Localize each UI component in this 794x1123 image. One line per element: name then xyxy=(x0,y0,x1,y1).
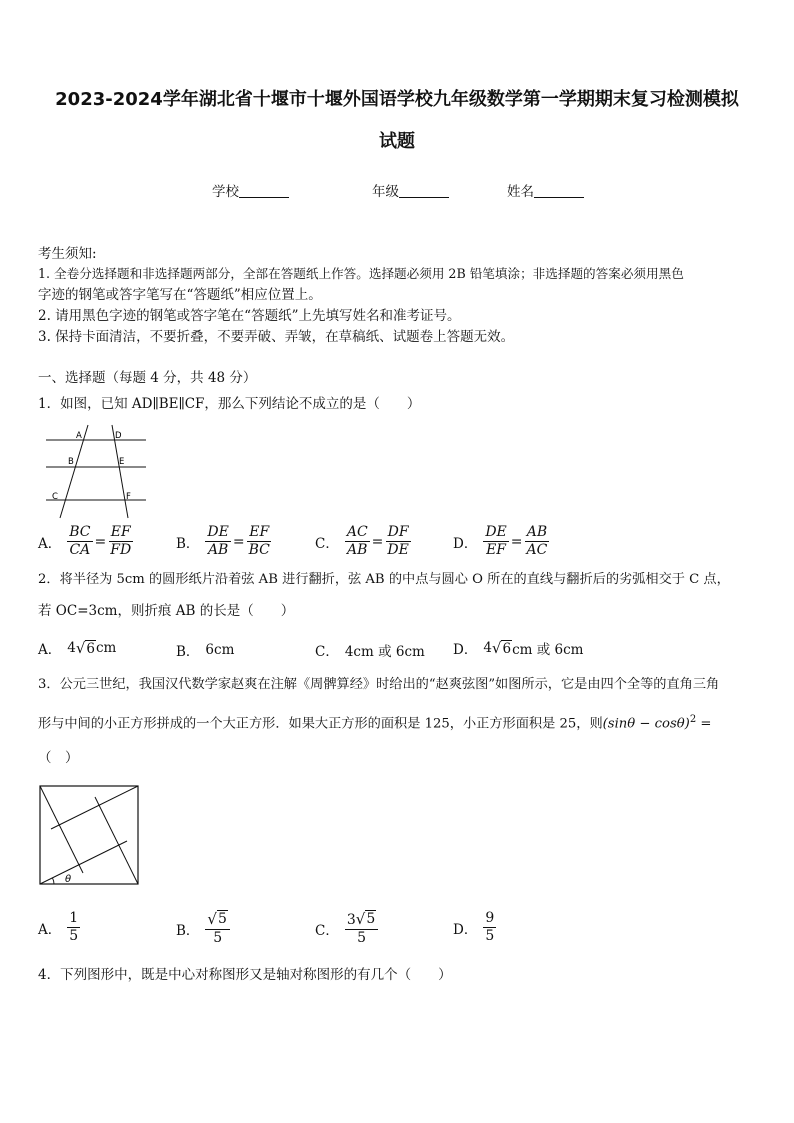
q2-option-d[interactable]: D． 4 √ 6 cm 或 6cm xyxy=(453,639,584,658)
notice-item1-line1: 1. 全卷分选择题和非选择题两部分，全部在答题纸上作答。选择题必须用 2B 铅笔填涂；非选择题的答案必须用黑色 xyxy=(38,266,684,281)
q1-label-e: E xyxy=(119,457,125,467)
q3-option-a[interactable]: A． $\frac{1}{5}$ xyxy=(38,910,79,944)
q3-theta-label: θ xyxy=(65,874,72,885)
fraction: 3 √ 5 5 xyxy=(345,910,378,947)
page-title-line2: 试题 xyxy=(379,131,415,152)
sqrt: √ 6 xyxy=(75,639,95,657)
name-label: 姓名 xyxy=(507,184,534,200)
q1-option-b[interactable]: B． $\frac{DE}{AB}$ = $\frac{EF}{BC}$ xyxy=(176,524,270,558)
q1-label-b: B xyxy=(68,457,74,467)
notice-item3: 3. 保持卡面清洁，不要折叠，不要弄破、弄皱，在草稿纸、试题卷上答题无效。 xyxy=(38,329,515,345)
q3-triangle-edge xyxy=(51,786,138,829)
q3-option-b[interactable]: B． √ 5 5 xyxy=(176,910,230,947)
q3-option-c[interactable]: C． 3 √ 5 5 xyxy=(315,910,378,947)
q1-option-c[interactable]: C． $\frac{AC}{AB}$ = $\frac{DF}{DE}$ xyxy=(315,524,409,558)
fraction: $\frac{EF}{FD}$ xyxy=(110,524,132,558)
fraction: $\frac{DF}{DE}$ xyxy=(387,524,409,558)
fraction: $\frac{AC}{AB}$ xyxy=(346,524,368,558)
q2-stem-line1: 2．将半径为 5cm 的圆形纸片沿着弦 AB 进行翻折，弦 AB 的中点与圆心 O 所在的直线与翻折后的劣弧相交于 C 点， xyxy=(38,572,730,587)
q3-stem-line1: 3．公元三世纪，我国汉代数学家赵爽在注解《周髀算经》时给出的“赵爽弦图”如图所示，它是由四个全等的直角三角 xyxy=(38,677,720,692)
q1-option-a[interactable]: A． $\frac{BC}{CA}$ = $\frac{EF}{FD}$ xyxy=(38,524,132,558)
grade-field xyxy=(372,180,449,200)
fraction: $\frac{BC}{CA}$ xyxy=(69,524,91,558)
fraction: $\frac{1}{5}$ xyxy=(69,910,79,944)
q3-outer-square xyxy=(40,786,138,884)
sqrt: √ 5 xyxy=(355,910,376,928)
name-blank xyxy=(534,183,584,198)
section-heading: 一、选择题（每题 4 分，共 48 分） xyxy=(38,370,257,386)
q2-option-b[interactable]: B． 6cm xyxy=(176,642,235,660)
q2-option-c[interactable]: C． 4cm 或 6cm xyxy=(315,644,425,660)
q1-stem: 1．如图，已知 AD∥BE∥CF，那么下列结论不成立的是（ ） xyxy=(38,396,421,412)
grade-label: 年级 xyxy=(372,184,399,200)
q3-triangle-edge xyxy=(40,786,83,873)
fraction: $\frac{AB}{AC}$ xyxy=(526,524,548,558)
q1-label-a: A xyxy=(76,431,82,441)
notice-heading: 考生须知: xyxy=(38,246,97,262)
fraction: √ 5 5 xyxy=(205,910,229,947)
q2-stem-line2: 若 OC=3cm，则折痕 AB 的长是（ ） xyxy=(38,603,295,619)
q4-stem: 4．下列图形中，既是中心对称图形又是轴对称图形的有几个（ ） xyxy=(38,967,452,983)
q3-triangle-edge xyxy=(95,797,138,884)
q3-stem-line3: （ ） xyxy=(38,750,79,766)
notice-item2: 2. 请用黑色字迹的钢笔或答字笔在“答题纸”上先填写姓名和准考证号。 xyxy=(38,308,461,324)
q1-option-d[interactable]: D． $\frac{DE}{EF}$ = $\frac{AB}{AC}$ xyxy=(453,524,548,558)
q2-option-a[interactable]: A． 4 √ 6 cm xyxy=(38,639,117,658)
q1-label-f: F xyxy=(126,492,131,502)
q1-transversal-1 xyxy=(60,425,88,518)
fraction: $\frac{DE}{AB}$ xyxy=(207,524,229,558)
q1-figure xyxy=(40,420,155,520)
q3-stem-line2: 形与中间的小正方形拼成的一个大正方形．如果大正方形的面积是 125，小正方形面积是 25，则$(\sin\theta - \cos\theta)^2$ = xyxy=(38,714,712,732)
page-title-line1: 2023-2024学年湖北省十堰市十堰外国语学校九年级数学第一学期期末复习检测模拟 xyxy=(55,89,739,110)
fraction: $\frac{EF}{BC}$ xyxy=(248,524,270,558)
q3-triangle-edge xyxy=(40,841,127,884)
grade-blank xyxy=(399,183,449,198)
fraction: $\frac{9}{5}$ xyxy=(485,910,495,944)
school-field xyxy=(212,180,289,200)
fraction: $\frac{DE}{EF}$ xyxy=(485,524,507,558)
q3-option-d[interactable]: D． $\frac{9}{5}$ xyxy=(453,910,495,944)
name-field xyxy=(507,180,584,200)
q1-label-c: C xyxy=(52,492,58,502)
notice-item1-line2: 字迹的钢笔或答字笔写在“答题纸”相应位置上。 xyxy=(38,287,322,303)
school-blank xyxy=(239,183,289,198)
sqrt: √ 5 xyxy=(207,910,227,928)
school-label: 学校 xyxy=(212,184,239,200)
q3-expression: (sinθ − cosθ) xyxy=(602,716,690,732)
q3-figure xyxy=(38,784,142,888)
sqrt: √ 6 xyxy=(491,639,512,657)
q3-angle-arc xyxy=(53,878,55,884)
q1-label-d: D xyxy=(115,431,122,441)
